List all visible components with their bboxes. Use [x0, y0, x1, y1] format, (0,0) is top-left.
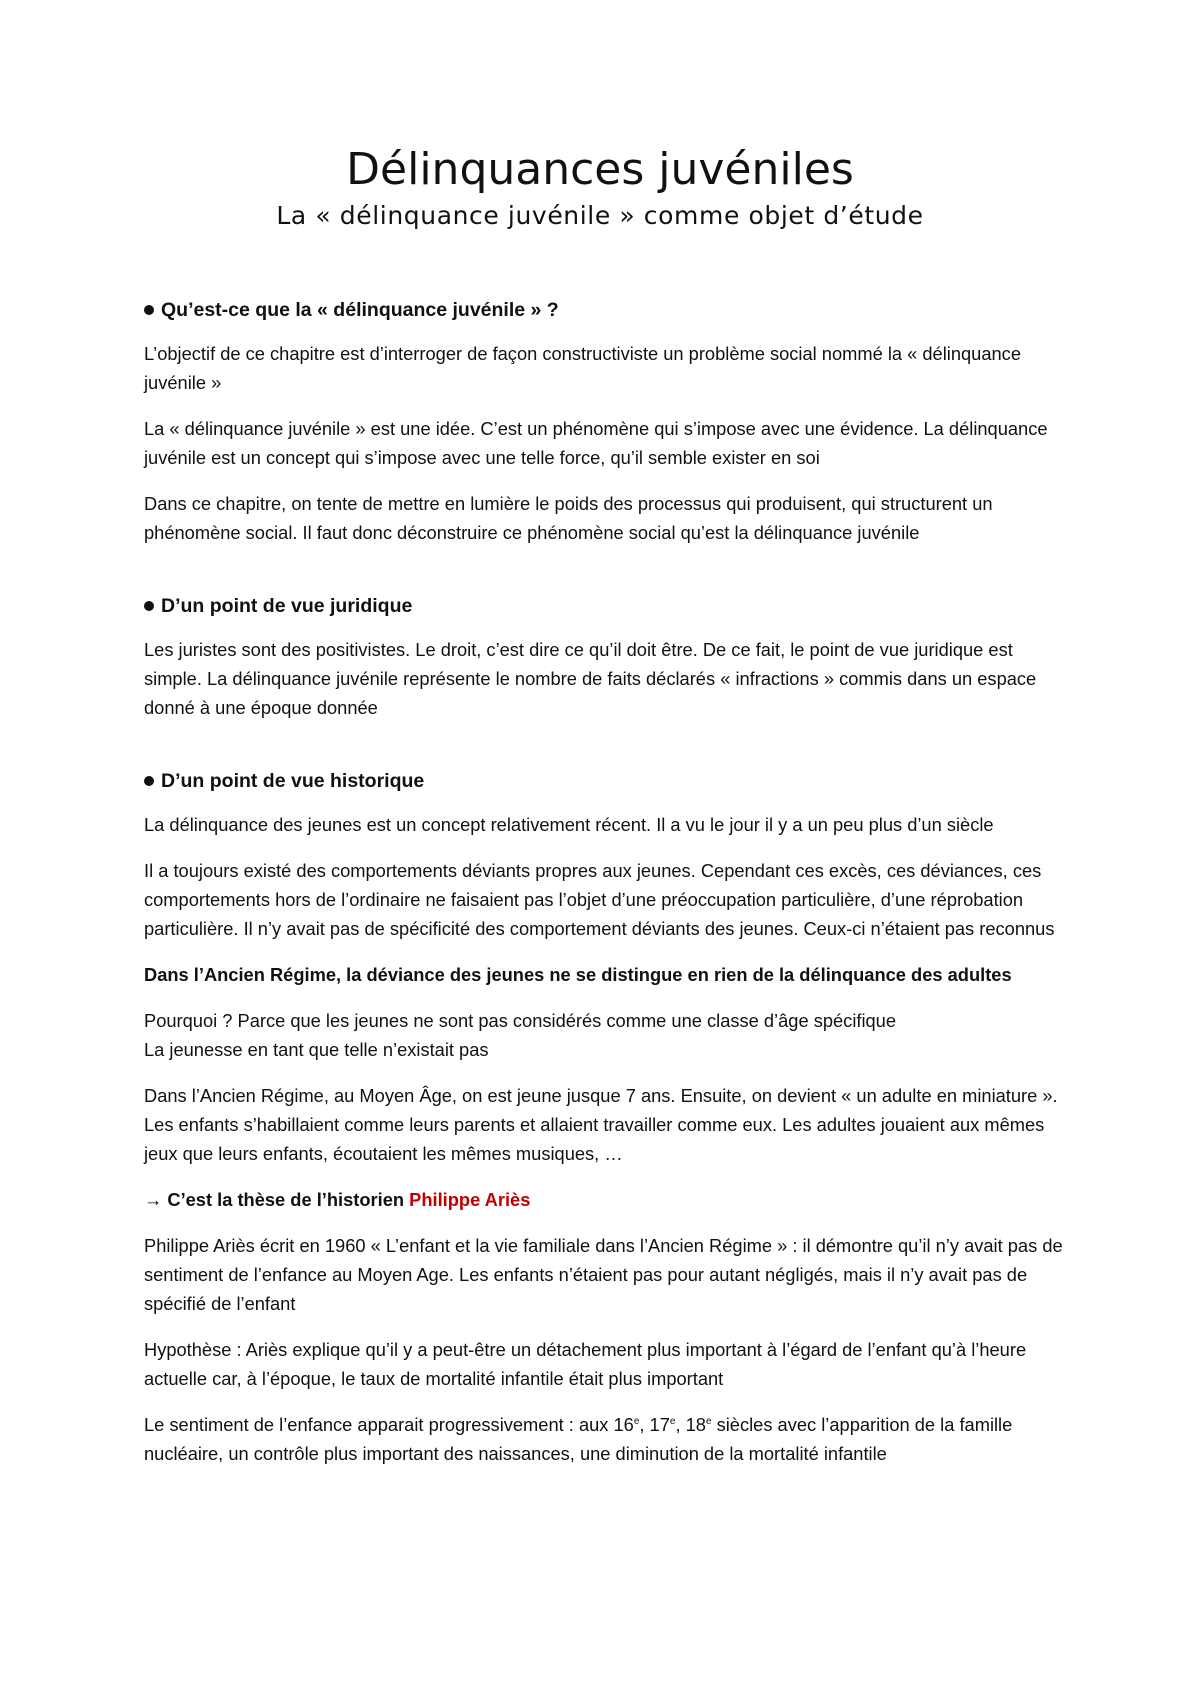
- historian-name: Philippe Ariès: [409, 1189, 531, 1210]
- paragraph: La « délinquance juvénile » est une idée. C’est un phénomène qui s’impose avec une évidence. La délinquance juvénile est un concept qui s’impose avec une telle force, qu’il semble exister en soi: [144, 418, 1048, 468]
- paragraph: Philippe Ariès écrit en 1960 « L’enfant et la vie familiale dans l’Ancien Régime » : il démontre qu’il n’y avait pas de sentiment de l’enfance au Moyen Age. Les enfants n’étaient pas pour autant négligés, mais il n’y avait pas de spécifié de l’enfant: [144, 1235, 1063, 1314]
- section-heading-historique: D’un point de vue historique: [144, 766, 1064, 796]
- arrow-right-icon: →: [144, 1189, 163, 1210]
- paragraph: Pourquoi ? Parce que les jeunes ne sont pas considérés comme une classe d’âge spécifique La jeunesse en tant que telle n’existait pas: [144, 1010, 897, 1060]
- paragraph: Dans l’Ancien Régime, au Moyen Âge, on est jeune jusque 7 ans. Ensuite, on devient « un adulte en miniature ». Les enfants s’habillaient comme leurs parents et allaient travailler comme eux. Les adultes jouaient aux mêmes jeux que leurs enfants, écoutaient les mêmes musiques, …: [144, 1085, 1058, 1164]
- document-body: [144, 295, 1064, 1485]
- paragraph: Le sentiment de l’enfance apparait progressivement : aux 16e, 17e, 18e siècles avec l’apparition de la famille nucléaire, un contrôle plus important des naissances, une diminution de la mortalité infantile: [144, 1414, 1013, 1464]
- paragraph: Il a toujours existé des comportements déviants propres aux jeunes. Cependant ces excès, ces déviances, ces comportements hors de l’ordinaire ne faisaient pas l’objet d’une préoccupation particulière, d’une réprobation particulière. Il n’y avait pas de spécificité des comportement déviants des jeunes. Ceux-ci n’étaient pas reconnus: [144, 860, 1055, 939]
- document-title: Délinquances juvéniles: [346, 144, 854, 195]
- bullet-icon: [144, 776, 154, 786]
- thesis-line: → C’est la thèse de l’historien Philippe Ariès: [144, 1189, 531, 1210]
- bullet-icon: [144, 601, 154, 611]
- paragraph: La délinquance des jeunes est un concept relativement récent. Il a vu le jour il y a un peu plus d’un siècle: [144, 814, 994, 835]
- section-heading-definition: Qu’est-ce que la « délinquance juvénile » ?: [144, 295, 1064, 325]
- bold-statement: Dans l’Ancien Régime, la déviance des jeunes ne se distingue en rien de la délinquance des adultes: [144, 964, 1012, 985]
- bullet-icon: [144, 305, 154, 315]
- paragraph: Dans ce chapitre, on tente de mettre en lumière le poids des processus qui produisent, qui structurent un phénomène social. Il faut donc déconstruire ce phénomène social qu’est la délinquance juvénile: [144, 493, 993, 543]
- paragraph: Les juristes sont des positivistes. Le droit, c’est dire ce qu’il doit être. De ce fait, le point de vue juridique est simple. La délinquance juvénile représente le nombre de faits déclarés « infractions » commis dans un espace donné à une époque donnée: [144, 639, 1037, 718]
- paragraph: L’objectif de ce chapitre est d’interroger de façon constructiviste un problème social nommé la « délinquance juvénile »: [144, 343, 1021, 393]
- section-heading-juridique: D’un point de vue juridique: [144, 591, 1064, 621]
- document-subtitle: La « délinquance juvénile » comme objet d’étude: [276, 201, 924, 230]
- paragraph: Hypothèse : Ariès explique qu’il y a peut-être un détachement plus important à l’égard de l’enfant qu’à l’heure actuelle car, à l’époque, le taux de mortalité infantile était plus important: [144, 1339, 1027, 1389]
